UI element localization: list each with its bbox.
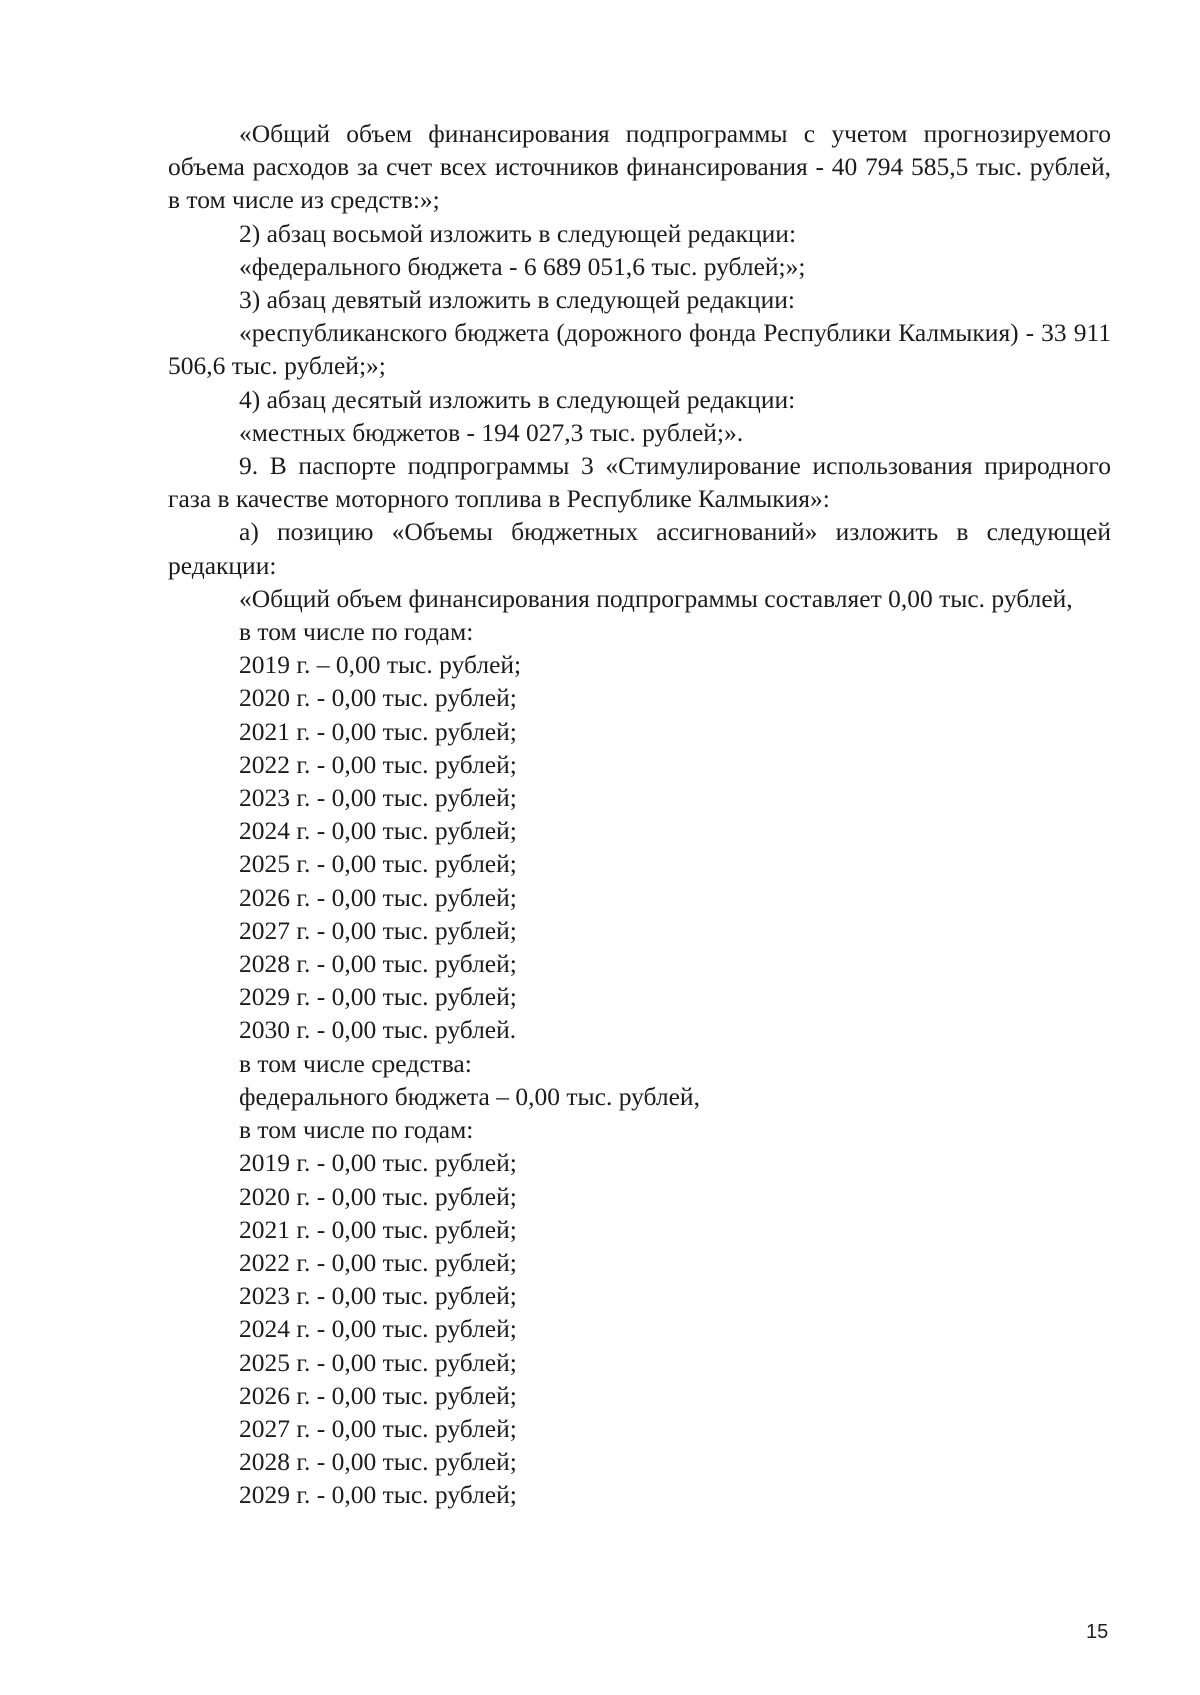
page-number: 15 xyxy=(1086,1621,1109,1643)
list-item: 2019 г. – 0,00 тыс. рублей; xyxy=(239,650,522,680)
paragraph-republic-budget: «республиканского бюджета (дорожного фонда Республики Калмыкия) - 33 911 506,6 тыс. рублей;»; xyxy=(168,318,1111,381)
list-item: 2028 г. - 0,00 тыс. рублей; xyxy=(239,949,517,979)
paragraph-total-financing: «Общий объем финансирования подпрограммы с учетом прогнозируемого объема расходов за счет всех источников финансирования - 40 794 585,5 тыс. рублей, в том числе из средств:»; xyxy=(168,119,1111,215)
list-item: 2024 г. - 0,00 тыс. рублей; xyxy=(239,816,517,846)
list-item: 2019 г. - 0,00 тыс. рублей; xyxy=(239,1148,517,1178)
list-item: 2024 г. - 0,00 тыс. рублей; xyxy=(239,1314,517,1344)
paragraph-item-4: 4) абзац десятый изложить в следующей редакции: xyxy=(239,384,796,414)
document-page xyxy=(168,117,1111,1512)
list-item: 2027 г. - 0,00 тыс. рублей; xyxy=(239,915,517,945)
list-item: 2029 г. - 0,00 тыс. рублей; xyxy=(239,982,517,1012)
list-item: 2022 г. - 0,00 тыс. рублей; xyxy=(239,749,517,779)
funding-by-years-list xyxy=(168,615,1111,1511)
list-item: 2025 г. - 0,00 тыс. рублей; xyxy=(239,849,517,879)
list-item: в том числе по годам: xyxy=(239,1115,474,1145)
list-item: 2026 г. - 0,00 тыс. рублей; xyxy=(239,882,517,912)
list-item: 2025 г. - 0,00 тыс. рублей; xyxy=(239,1347,517,1377)
list-item: 2027 г. - 0,00 тыс. рублей; xyxy=(239,1413,517,1443)
paragraph-item-2: 2) абзац восьмой изложить в следующей редакции: xyxy=(239,218,797,248)
list-item: в том числе по годам: xyxy=(239,617,474,647)
list-item: в том числе средства: xyxy=(239,1048,472,1078)
list-item: 2020 г. - 0,00 тыс. рублей; xyxy=(239,1181,517,1211)
list-item: федерального бюджета – 0,00 тыс. рублей, xyxy=(239,1081,700,1111)
paragraph-item-3: 3) абзац девятый изложить в следующей редакции: xyxy=(239,285,795,315)
list-item: 2023 г. - 0,00 тыс. рублей; xyxy=(239,1281,517,1311)
list-item: 2026 г. - 0,00 тыс. рублей; xyxy=(239,1380,517,1410)
paragraph-item-9: 9. В паспорте подпрограммы 3 «Стимулирование использования природного газа в качестве моторного топлива в Республике Калмыкия»: xyxy=(168,451,1111,514)
list-item: 2030 г. - 0,00 тыс. рублей. xyxy=(239,1015,517,1045)
paragraph-subprogram-total: «Общий объем финансирования подпрограммы составляет 0,00 тыс. рублей, xyxy=(239,583,1073,613)
paragraph-item-a: а) позицию «Объемы бюджетных ассигнований» изложить в следующей редакции: xyxy=(168,517,1111,580)
list-item: 2029 г. - 0,00 тыс. рублей; xyxy=(239,1480,517,1510)
list-item: 2022 г. - 0,00 тыс. рублей; xyxy=(239,1247,517,1277)
list-item: 2023 г. - 0,00 тыс. рублей; xyxy=(239,783,517,813)
list-item: 2028 г. - 0,00 тыс. рублей; xyxy=(239,1447,517,1477)
list-item: 2021 г. - 0,00 тыс. рублей; xyxy=(239,716,517,746)
list-item: 2021 г. - 0,00 тыс. рублей; xyxy=(239,1214,517,1244)
list-item: 2020 г. - 0,00 тыс. рублей; xyxy=(239,683,517,713)
paragraph-local-budgets: «местных бюджетов - 194 027,3 тыс. рублей;». xyxy=(239,417,744,447)
paragraph-federal-budget: «федерального бюджета - 6 689 051,6 тыс. рублей;»; xyxy=(239,251,806,281)
